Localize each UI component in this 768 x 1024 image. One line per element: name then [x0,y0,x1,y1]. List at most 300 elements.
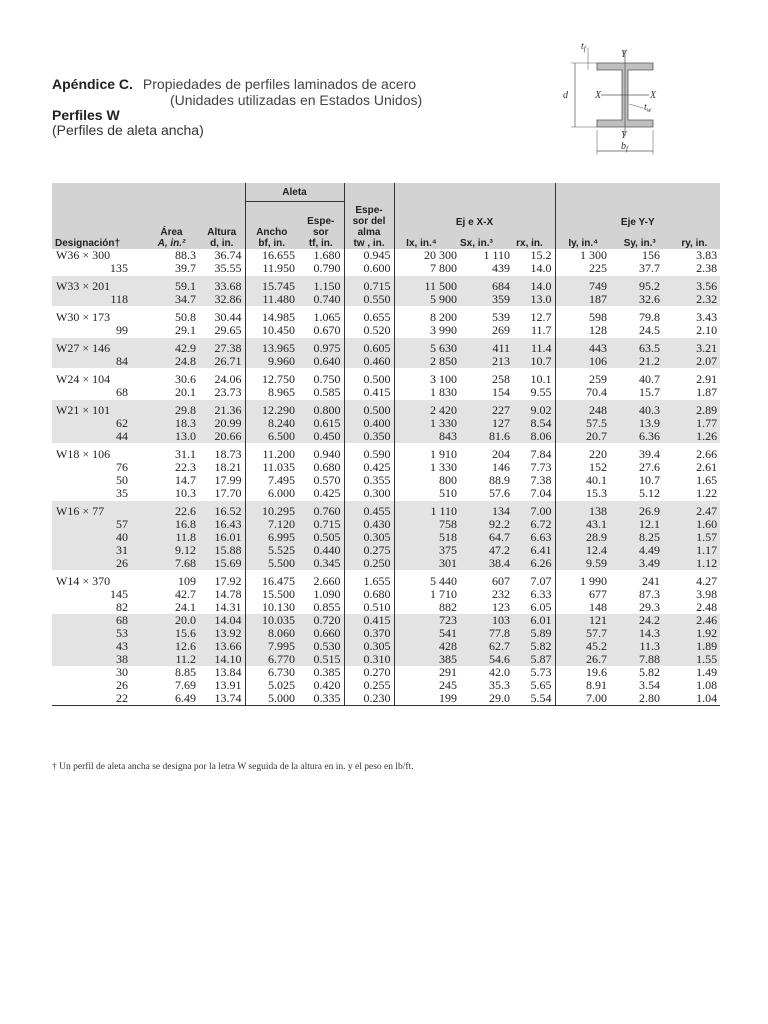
value-cell: 0.440 [298,544,344,557]
col-designacion: Designación† [52,183,144,249]
value-cell: 10.3 [175,486,196,500]
value-cell: 2.46 [663,614,720,627]
value-cell: 4.49 [610,544,663,557]
value-cell: 24.06 [199,369,245,387]
value-cell: 38.4 [460,557,513,571]
value-cell: 0.515 [298,653,344,666]
tf-label: $t_f$ [581,41,586,53]
value-cell: 0.945 [344,249,394,262]
value-cell: 14.10 [199,653,245,666]
value-cell: 9.02 [513,400,555,418]
designation-cell: 43 [52,640,144,653]
value-cell: 14.0 [513,276,555,294]
table-row [52,276,720,294]
value-cell: 258 [460,369,513,387]
designation-cell: 44 [52,430,144,444]
value-cell: 70.4 [586,385,608,399]
value-cell: 23.73 [199,386,245,400]
value-cell: 10.450 [262,323,295,337]
col-altura: Altura d, in. [199,183,245,249]
value-cell: 0.600 [344,262,394,276]
units-note: (Unidades utilizadas en Estados Unidos) [170,92,423,108]
value-cell: 0.655 [344,307,394,325]
col-ix: Ix, in.⁴ [406,238,437,249]
w-shapes-table [52,183,720,706]
value-cell: 8.965 [268,385,295,399]
value-cell: 13.74 [199,692,245,706]
value-cell: 7.84 [513,444,555,462]
value-cell: 8.240 [245,417,298,430]
value-cell: 0.500 [344,369,394,387]
value-cell: 148 [589,600,608,614]
value-cell: 15.3 [586,486,608,500]
value-cell: 14.78 [199,588,245,601]
table-row [52,430,720,444]
value-cell: 7.995 [245,640,298,653]
value-cell: 31.1 [144,444,199,462]
table-row [52,444,720,462]
value-cell: 7.73 [513,461,555,474]
designation-cell: 62 [52,417,144,430]
value-cell: 0.520 [344,324,394,338]
value-cell: 204 [460,444,513,462]
designation-cell: W16 × 77 [52,501,144,519]
col-ry: ry, in. [681,238,708,249]
value-cell: 14.04 [199,614,245,627]
xx-header-cells [394,201,555,249]
value-cell: 5 630 [394,338,460,356]
value-cell: 9.59 [555,557,610,571]
value-cell: 0.715 [344,276,394,294]
value-cell: 24.8 [144,355,199,369]
value-cell: 12.4 [555,544,610,557]
value-cell: 1 990 [555,571,610,589]
designation-cell: W30 × 173 [52,307,144,325]
value-cell: 88.9 [489,473,511,487]
value-cell: 10.7 [513,355,555,369]
value-cell: 1.22 [696,486,718,500]
value-cell: 375 [394,544,460,557]
value-cell: 2 850 [394,355,460,369]
value-cell: 0.425 [298,487,344,501]
value-cell: 29.1 [175,323,196,337]
value-cell: 9.55 [513,386,555,400]
value-cell: 225 [589,261,608,275]
tw-leader [629,104,643,108]
value-cell: 3.43 [663,307,720,325]
value-cell: 1.49 [696,665,718,679]
value-cell: 220 [555,444,610,462]
value-cell: 29.3 [639,600,661,614]
value-cell: 213 [460,355,513,369]
value-cell: 20.7 [555,430,610,444]
value-cell: 79.8 [610,307,663,325]
section-subtitle: (Perfiles de aleta ancha) [52,122,204,138]
value-cell: 1 830 [430,385,458,399]
value-cell: 0.790 [298,262,344,276]
value-cell: 92.2 [460,518,513,531]
value-cell: 20.66 [199,430,245,444]
value-cell: 411 [460,338,513,356]
value-cell: 7.00 [513,501,555,519]
value-cell: 0.415 [344,614,394,627]
value-cell: 9.960 [245,355,298,369]
value-cell: 0.300 [344,487,394,501]
designation-cell: 38 [52,653,144,666]
value-cell: 1.87 [696,385,718,399]
value-cell: 8.25 [610,531,663,544]
value-cell: 15.88 [199,544,245,557]
value-cell: 10.130 [262,600,295,614]
value-cell: 0.640 [298,355,344,369]
table-row [52,557,720,571]
value-cell: 14.985 [245,307,298,325]
value-cell: 7.38 [513,474,555,487]
value-cell: 1.60 [663,518,720,531]
value-cell: 5.82 [513,640,555,653]
value-cell: 723 [394,614,460,627]
value-cell: 45.2 [555,640,610,653]
value-cell: 6.72 [513,518,555,531]
value-cell: 684 [460,276,513,294]
value-cell: 40.7 [610,369,663,387]
value-cell: 3.54 [639,678,661,692]
value-cell: 1.77 [663,417,720,430]
page-title [52,76,416,92]
value-cell: 6.01 [513,614,555,627]
value-cell: 0.670 [298,324,344,338]
value-cell: 269 [492,323,511,337]
value-cell: 26.9 [610,501,663,519]
value-cell: 15.69 [199,557,245,571]
value-cell: 1 330 [394,417,460,430]
value-cell: 8 200 [394,307,460,325]
designation-cell: W18 × 106 [52,444,144,462]
value-cell: 2.66 [663,444,720,462]
value-cell: 6.730 [268,665,295,679]
value-cell: 29.8 [144,400,199,418]
table-row [52,338,720,356]
value-cell: 17.92 [199,571,245,589]
value-cell: 9.12 [144,544,199,557]
value-cell: 1.65 [696,473,718,487]
value-cell: 0.550 [344,293,394,307]
value-cell: 127 [460,417,513,430]
value-cell: 21.2 [610,355,663,369]
designation-cell: 99 [116,323,128,337]
value-cell: 4.27 [663,571,720,589]
value-cell: 14.0 [513,262,555,276]
value-cell: 882 [439,600,458,614]
value-cell: 1.12 [663,557,720,571]
value-cell: 1 710 [430,587,458,601]
value-cell: 6.36 [610,430,663,444]
designation-cell: 82 [116,600,128,614]
value-cell: 0.275 [344,544,394,557]
value-cell: 0.430 [344,518,394,531]
value-cell: 5.73 [513,666,555,679]
value-cell: 20.1 [175,385,196,399]
value-cell: 6.33 [513,588,555,601]
col-sy: Sy, in.³ [623,238,656,249]
value-cell: 32.6 [610,293,663,307]
designation-cell: 135 [110,261,128,275]
value-cell: 1 910 [394,444,460,462]
designation-cell: W21 × 101 [52,400,144,418]
value-cell: 0.720 [298,614,344,627]
value-cell: 0.680 [298,461,344,474]
table-row [52,293,720,307]
value-cell: 27.6 [639,460,661,474]
value-cell: 518 [394,531,460,544]
value-cell: 1.04 [663,692,720,706]
value-cell: 81.6 [460,430,513,444]
value-cell: 245 [439,678,458,692]
table-row [52,386,720,400]
value-cell: 24.5 [639,323,661,337]
value-cell: 57.5 [555,417,610,430]
value-cell: 21.36 [199,400,245,418]
value-cell: 0.400 [344,417,394,430]
value-cell: 0.855 [298,601,344,614]
value-cell: 0.740 [298,293,344,307]
value-cell: 0.615 [298,417,344,430]
designation-cell: 68 [116,385,128,399]
y-bottom-label: Y [621,130,627,141]
bf-label: $b_f$ [621,141,628,153]
group-yy [555,183,720,201]
value-cell: 156 [642,248,661,262]
value-cell: 5 440 [394,571,460,589]
value-cell: 24.1 [175,600,196,614]
value-cell: 0.715 [298,518,344,531]
value-cell: 12.1 [610,518,663,531]
value-cell: 0.750 [298,369,344,387]
value-cell: 29.0 [460,692,513,706]
value-cell: 12.7 [513,307,555,325]
value-cell: 0.660 [298,627,344,640]
value-cell: 29.65 [199,324,245,338]
table-row [52,369,720,387]
value-cell: 2.10 [696,323,718,337]
value-cell: 3.21 [663,338,720,356]
value-cell: 88.3 [175,248,196,262]
value-cell: 63.5 [610,338,663,356]
value-cell: 35.3 [489,678,511,692]
value-cell: 0.420 [298,679,344,692]
value-cell: 6.41 [513,544,555,557]
value-cell: 0.505 [298,531,344,544]
value-cell: 2.32 [663,293,720,307]
value-cell: 57.6 [489,486,511,500]
value-cell: 34.7 [144,293,199,307]
value-cell: 20 300 [424,248,458,262]
value-cell: 121 [555,614,610,627]
designation-cell: 50 [116,473,128,487]
value-cell: 843 [394,430,460,444]
value-cell: 0.510 [344,601,394,614]
value-cell: 32.86 [199,293,245,307]
value-cell: 1.655 [344,571,394,589]
value-cell: 1.150 [298,276,344,294]
value-cell: 0.350 [344,430,394,444]
value-cell: 10.035 [245,614,298,627]
value-cell: 0.500 [344,400,394,418]
value-cell: 2.89 [663,400,720,418]
value-cell: 1.55 [663,653,720,666]
value-cell: 15.745 [245,276,298,294]
value-cell: 7.120 [245,518,298,531]
value-cell: 0.270 [344,666,394,679]
value-cell: 42.0 [489,665,511,679]
value-cell: 7.07 [513,571,555,589]
value-cell: 0.800 [298,400,344,418]
value-cell: 0.355 [344,474,394,487]
designation-cell: 118 [52,293,144,307]
value-cell: 11.200 [245,444,298,462]
value-cell: 6.995 [245,531,298,544]
value-cell: 13.91 [199,679,245,692]
value-cell: 3.49 [610,557,663,571]
value-cell: 15.500 [262,587,295,601]
value-cell: 1.065 [298,307,344,325]
value-cell: 18.3 [144,417,199,430]
value-cell: 227 [460,400,513,418]
value-cell: 16.475 [245,571,298,589]
value-cell: 11.7 [513,324,555,338]
value-cell: 199 [394,692,460,706]
value-cell: 1 330 [430,460,458,474]
value-cell: 0.760 [298,501,344,519]
value-cell: 50.8 [144,307,199,325]
value-cell: 8.06 [513,430,555,444]
value-cell: 1.680 [298,249,344,262]
value-cell: 11.035 [262,460,295,474]
value-cell: 241 [610,571,663,589]
value-cell: 14.3 [610,627,663,640]
designation-cell: W14 × 370 [52,571,144,589]
value-cell: 0.680 [344,588,394,601]
value-cell: 0.455 [344,501,394,519]
value-cell: 22.6 [144,501,199,519]
value-cell: 13.0 [513,293,555,307]
value-cell: 18.73 [199,444,245,462]
value-cell: 1.17 [663,544,720,557]
value-cell: 13.84 [199,666,245,679]
value-cell: 1 300 [580,248,608,262]
value-cell: 6.63 [513,531,555,544]
value-cell: 1.89 [663,640,720,653]
value-cell: 2.48 [696,600,718,614]
value-cell: 16.43 [199,518,245,531]
value-cell: 13.92 [199,627,245,640]
table-row [52,501,720,519]
value-cell: 43.1 [555,518,610,531]
value-cell: 13.0 [144,430,199,444]
x-right-label: X [650,90,657,101]
value-cell: 3.56 [663,276,720,294]
value-cell: 18.21 [199,461,245,474]
value-cell: 1.92 [663,627,720,640]
value-cell: 428 [394,640,460,653]
value-cell: 0.530 [298,640,344,653]
group-xx-label: Ej e X-X [455,217,494,228]
value-cell: 1.26 [663,430,720,444]
value-cell: 17.99 [199,474,245,487]
value-cell: 26.7 [555,653,610,666]
designation-cell: W36 × 300 [56,248,111,262]
value-cell: 11 500 [394,276,460,294]
value-cell: 1.57 [663,531,720,544]
value-cell: 11.4 [513,338,555,356]
value-cell: 15.6 [144,627,199,640]
value-cell: 42.9 [144,338,199,356]
value-cell: 0.345 [298,557,344,571]
value-cell: 0.370 [344,627,394,640]
value-cell: 57.7 [555,627,610,640]
table-row [52,487,720,501]
value-cell: 0.255 [344,679,394,692]
value-cell: 301 [394,557,460,571]
value-cell: 1 110 [394,501,460,519]
value-cell: 2.91 [663,369,720,387]
value-cell: 510 [439,486,458,500]
col-sx: Sx, in.³ [460,238,493,249]
value-cell: 54.6 [460,653,513,666]
value-cell: 14.31 [199,601,245,614]
value-cell: 15.2 [513,249,555,262]
table-row [52,324,720,338]
value-cell: 0.335 [298,692,344,706]
designation-cell: 40 [52,531,144,544]
value-cell: 5.000 [245,692,298,706]
value-cell: 0.250 [344,557,394,571]
value-cell: 8.91 [586,678,608,692]
value-cell: 0.230 [344,692,394,706]
designation-cell: W27 × 146 [52,338,144,356]
group-aleta: Aleta [245,183,344,201]
value-cell: 134 [460,501,513,519]
value-cell: 7.88 [610,653,663,666]
value-cell: 385 [394,653,460,666]
table-row [52,400,720,418]
table-row [52,355,720,369]
value-cell: 39.7 [175,261,196,275]
value-cell: 2.61 [696,460,718,474]
value-cell: 20.99 [199,417,245,430]
value-cell: 677 [589,587,608,601]
value-cell: 2 420 [394,400,460,418]
table-row [52,571,720,589]
value-cell: 5.12 [639,486,661,500]
designation-cell: 22 [52,692,144,706]
value-cell: 3 990 [430,323,458,337]
value-cell: 16.01 [199,531,245,544]
value-cell: 5.82 [639,665,661,679]
designation-cell: 68 [52,614,144,627]
value-cell: 2.38 [696,261,718,275]
value-cell: 6.500 [245,430,298,444]
value-cell: 103 [460,614,513,627]
value-cell: 11.950 [262,261,295,275]
table-row [52,307,720,325]
value-cell: 8.54 [513,417,555,430]
value-cell: 0.975 [298,338,344,356]
designation-cell: 57 [52,518,144,531]
value-cell: 64.7 [460,531,513,544]
appendix-label: Apéndice C. [52,76,133,92]
table-row [52,262,720,276]
